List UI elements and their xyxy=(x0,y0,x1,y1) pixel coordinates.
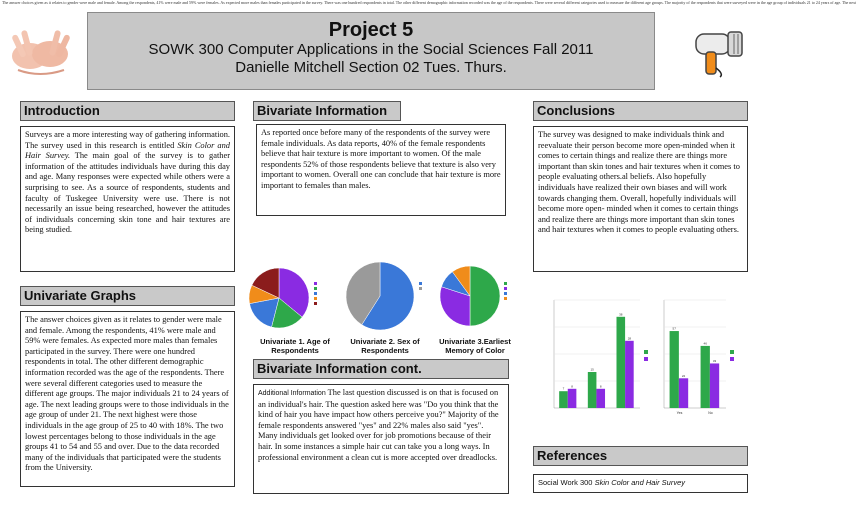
bar-chart-2-data-label: 33 xyxy=(712,358,717,363)
pie-caption-color: Univariate 3.Earliest Memory of Color xyxy=(439,337,511,355)
bivariate-cont-heading: Bivariate Information cont. xyxy=(253,359,509,379)
introduction-heading: Introduction xyxy=(20,101,235,121)
pie-1-legend-swatch-4 xyxy=(314,297,317,300)
bar-chart-2-data-label: 46 xyxy=(703,341,707,346)
intro-p2: The main goal of the survey is to gather information of the attitudes individuals have during this day and age. Many responses were expected while others were a surprising to see. As a source of respondents, students and faculty of Tuskegee University were use. There is not necessarily an issue being researched, however the attitudes of individuals concerning skin tone and hair textures are being studied. xyxy=(25,151,230,235)
bar-chart-1-data-label: 28 xyxy=(627,336,632,341)
references-heading: References xyxy=(533,446,748,466)
conclusions-heading: Conclusions xyxy=(533,101,748,121)
header-fine-print: The answer choices given as it relates to gender were male and female. Among the respondents, 41% were male and 59% were females. As expected more males than females participated in the survey. There was one hundred respondents in total. The other different demographic information recorded was the age of the respondents. There were several different categories used to measure the different age groups. The majority of the respondents that were surveyed were in the age group of individuals 21 to 24 years of age. The next xyxy=(2,0,856,5)
bar-chart-2-data-label: 57 xyxy=(672,326,676,331)
pie-1-legend-swatch-2 xyxy=(314,287,317,290)
bar-chart-2-series-1-bar-1 xyxy=(670,331,679,408)
bar-charts xyxy=(532,286,758,420)
pie-1-legend-swatch-3 xyxy=(314,292,317,295)
bar-chart-1-series-2-bar-1 xyxy=(568,389,577,408)
bivariate-cont-p1: The last question discussed is on that is xyxy=(325,388,462,397)
bivariate-cont-p3: looked over for job promotions because of their hair. In some instances a simple hair cut can take you a long ways. In professional environment a clean cut is more accepted over dreadlocks. xyxy=(258,431,498,462)
bar-chart-1-legend-swatch-2 xyxy=(644,357,648,361)
pie-2-legend-swatch-1 xyxy=(419,282,422,285)
bar-chart-1-legend-swatch-1 xyxy=(644,350,648,354)
poster-title: Project 5 xyxy=(328,19,414,41)
pie-caption-sex: Univariate 2. Sex of Respondents xyxy=(350,337,420,355)
reference-title: Skin Color and Hair Survey xyxy=(594,478,686,487)
pie-3-legend-swatch-1 xyxy=(504,282,507,285)
pie-1-legend-swatch-5 xyxy=(314,302,317,305)
title-banner xyxy=(87,12,655,90)
univariate-heading: Univariate Graphs xyxy=(20,286,235,306)
pie-2-legend-swatch-2 xyxy=(419,287,422,290)
pie-3-legend-swatch-2 xyxy=(504,287,507,290)
intro-p1: Surveys are a more interesting way of gathering information. The survey used in this research is entitled xyxy=(25,130,230,150)
survey-title: Skin Color and Hair Survey. xyxy=(25,140,230,161)
bar-chart-1-series-1-bar-3 xyxy=(616,317,625,408)
bar-chart-2-category-label: Yes xyxy=(676,411,683,415)
additional-info-label: Additional Information xyxy=(258,390,326,397)
hair-dryer-image xyxy=(694,24,752,78)
pie-1-legend-swatch-1 xyxy=(314,282,317,285)
pie-caption-age: Univariate 1. Age of Respondents xyxy=(260,337,330,355)
pie-3-legend-swatch-4 xyxy=(504,297,507,300)
course-title: SOWK 300 Computer Applications in the Social Sciences Fall 2011 xyxy=(148,41,594,58)
bar-chart-2-series-2-bar-2 xyxy=(710,363,719,408)
bivariate-heading: Bivariate Information xyxy=(253,101,401,121)
bar-chart-2-legend-swatch-1 xyxy=(730,350,734,354)
bar-chart-1-series-2-bar-2 xyxy=(596,389,605,408)
reference-prefix: Social Work 300 xyxy=(538,478,595,487)
references-text xyxy=(533,474,748,493)
conclusions-text: The survey was designed to make individuals think and reevaluate their person become more open-minded when it comes to certain things and realize there are things more important than skin tones and hair textures when it comes to people evaluating others.al beliefs. Also hopefully individuals have realized their own biases and will work towards changing them. Overall, hopefully individuals will become more open- minded when it comes to certain things and realize there are things more important than skin tones and hair textures when it comes to people evaluating others. xyxy=(533,126,748,272)
bar-chart-1-series-1-bar-1 xyxy=(559,391,568,408)
bar-chart-1-data-label: 7 xyxy=(562,386,565,391)
univariate-text: The answer choices given as it relates to gender were male and female. Among the respondents, 41% were male and 59% were females. As expected more males than females participated in the survey. There were one hundred respondents in total. The other different demographic information recorded was the age of the respondents. There were several different categories used to measure the different age groups. The major individuals 21 to 24 years of age. The next leading groups were to those individuals in the age group of under 21. The next highest were those individuals in the age group of 25 to 40 with 18%. The two lowest percentages belong to those individuals in the age groups 41 to 54 and 55 and over. Due to the data recorded many of the individuals that participated were the students from the University. xyxy=(20,311,235,487)
bar-chart-1-series-1-bar-2 xyxy=(588,372,597,408)
bar-chart-1-data-label: 8 xyxy=(571,384,573,389)
pie-3-slice-1 xyxy=(470,266,500,326)
bar-chart-1-data-label: 8 xyxy=(599,384,602,389)
hands-image xyxy=(8,20,74,80)
bivariate-cont-text xyxy=(253,384,509,494)
bar-chart-2-legend-swatch-2 xyxy=(730,357,734,361)
bar-chart-2-series-2-bar-1 xyxy=(679,378,688,408)
introduction-text xyxy=(20,126,235,272)
bivariate-cont-p2: focused on an individual's hair. The question asked here was "Do you think that the kind of hair you have impact how others perceive you?" Majority of the female respondents answered "yes" and 22% males also said "yes". Many individuals get xyxy=(258,388,499,441)
pie-3-legend-swatch-3 xyxy=(504,292,507,295)
bivariate-text: As reported once before many of the respondents of the survey were female individuals. As data reports, 40% of the female respondents believe that hair texture is more important to women. Of the male respondents 52% of those respondents believe that texture is also very important to women. Overall one can conclude that hair texture is more important to females than males. xyxy=(256,124,506,216)
bar-chart-1-data-label: 15 xyxy=(590,367,594,372)
author-line: Danielle Mitchell Section 02 Tues. Thurs. xyxy=(235,59,507,76)
bar-chart-1-series-2-bar-3 xyxy=(625,341,634,408)
bar-chart-2-series-1-bar-2 xyxy=(701,346,710,408)
bar-chart-2-data-label: 22 xyxy=(681,373,686,378)
bar-chart-2-category-label: No xyxy=(708,411,713,415)
bar-chart-1-data-label: 38 xyxy=(619,312,623,317)
